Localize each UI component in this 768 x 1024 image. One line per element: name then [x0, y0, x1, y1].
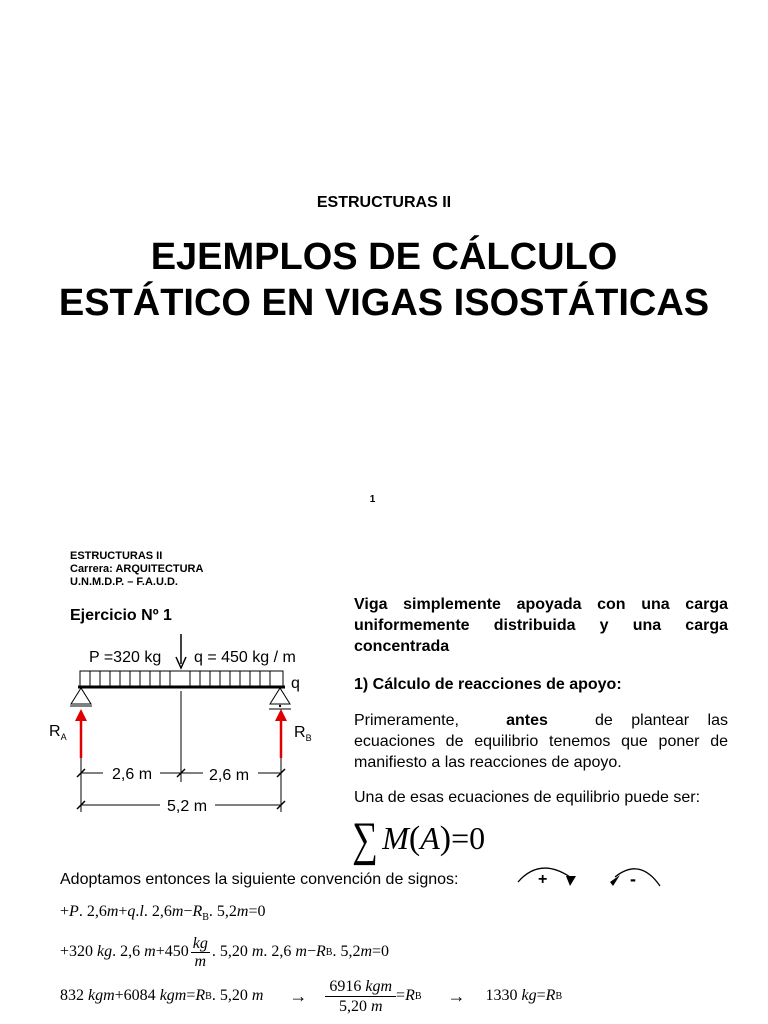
equation-1: +P. 2,6m+q.l. $2,6m-R_B$. 5,2m=0 [60, 903, 266, 924]
title-line-1: EJEMPLOS DE CÁLCULO [150, 236, 618, 278]
label-rb: $R_B$ [294, 724, 312, 743]
load-hatch [90, 671, 270, 686]
paragraph-2: Una de esas ecuaciones de equilibrio puede ser: [354, 789, 701, 806]
label-dim-right: 2,6 m [209, 767, 250, 784]
fraction-kg-m: kg m [192, 934, 208, 970]
course-title: ESTRUCTURAS II [316, 194, 452, 211]
paragraph-1-line-2: ecuaciones de equilibrio tenemos que poner de [354, 733, 728, 750]
page-number: 1 [369, 494, 376, 505]
para1-word-1: Primeramente, [354, 712, 459, 729]
para1-word-rest: de plantear las [595, 712, 728, 729]
paren-open: ( [408, 820, 421, 857]
exercise-title: Ejercicio Nº 1 [70, 607, 172, 624]
intro-line-2: uniformemente distribuida y una carga [354, 617, 728, 634]
minus-sign: - [630, 869, 636, 889]
course-header [70, 550, 203, 589]
label-dim-total: 5,2 m [167, 798, 208, 815]
paren-close: ) [439, 820, 452, 857]
sum-moments-equation [348, 812, 485, 867]
support-b [269, 688, 291, 709]
paragraph-1-line-3: manifiesto a las reacciones de apoyo. [354, 754, 622, 771]
result-value: 1330 [485, 987, 518, 1004]
point-load-arrow [176, 634, 186, 668]
equation-3: 832 kgm +6084 kgm = R B . 5,20 m → 6916 kgm 5,20 m = R B → 1330 kg = R B [60, 977, 563, 1015]
label-q-load: q = 450 kg / m [194, 649, 296, 666]
header-line-2: Carrera: ARQUITECTURA [70, 563, 204, 575]
intro-line-1: Viga simplemente apoyada con una carga [354, 596, 728, 613]
sum-m: M [382, 820, 409, 856]
label-dim-left: 2,6 m [112, 766, 153, 783]
sum-symbol: ∑ [352, 813, 378, 866]
title-line-2: ESTÁTICO EN VIGAS ISOSTÁTICAS [58, 282, 710, 324]
sign-convention-text: Adoptamos entonces la siguiente convención de signos: [60, 871, 459, 888]
sum-equals-zero: =0 [451, 820, 486, 856]
intro-line-3: concentrada [354, 638, 450, 655]
plus-sign: + [538, 871, 548, 888]
clockwise-arrowhead [566, 876, 576, 886]
reaction-arrow-a [75, 709, 87, 758]
fraction-6916: 6916 kgm 5,20 m [325, 977, 396, 1016]
label-q: q [291, 675, 300, 692]
arrow-right-1: → [289, 985, 308, 1006]
step-1-heading: 1) Cálculo de reacciones de apoyo: [354, 676, 622, 693]
beam-diagram [40, 625, 340, 825]
label-ra: $R_A$ [49, 723, 67, 742]
label-p: P =320 kg [89, 649, 162, 666]
sign-convention-icons [510, 852, 670, 894]
support-a [70, 688, 92, 706]
reaction-arrow-b [275, 709, 287, 758]
arrow-right-2: → [447, 985, 466, 1006]
paragraph-1-line-1 [354, 710, 728, 731]
sum-a: A [420, 820, 440, 856]
document-title [0, 234, 768, 326]
equation-2: +320 kg . 2,6 m +450 kg m . 5,20 m . 2,6 m − R B . 5,2 m =0 [60, 934, 390, 970]
header-line-3: U.N.M.D.P. – F.A.U.D. [70, 576, 178, 588]
counterclockwise-arc [615, 869, 660, 886]
header-line-1: ESTRUCTURAS II [70, 550, 163, 562]
para1-word-antes: antes [506, 712, 548, 729]
